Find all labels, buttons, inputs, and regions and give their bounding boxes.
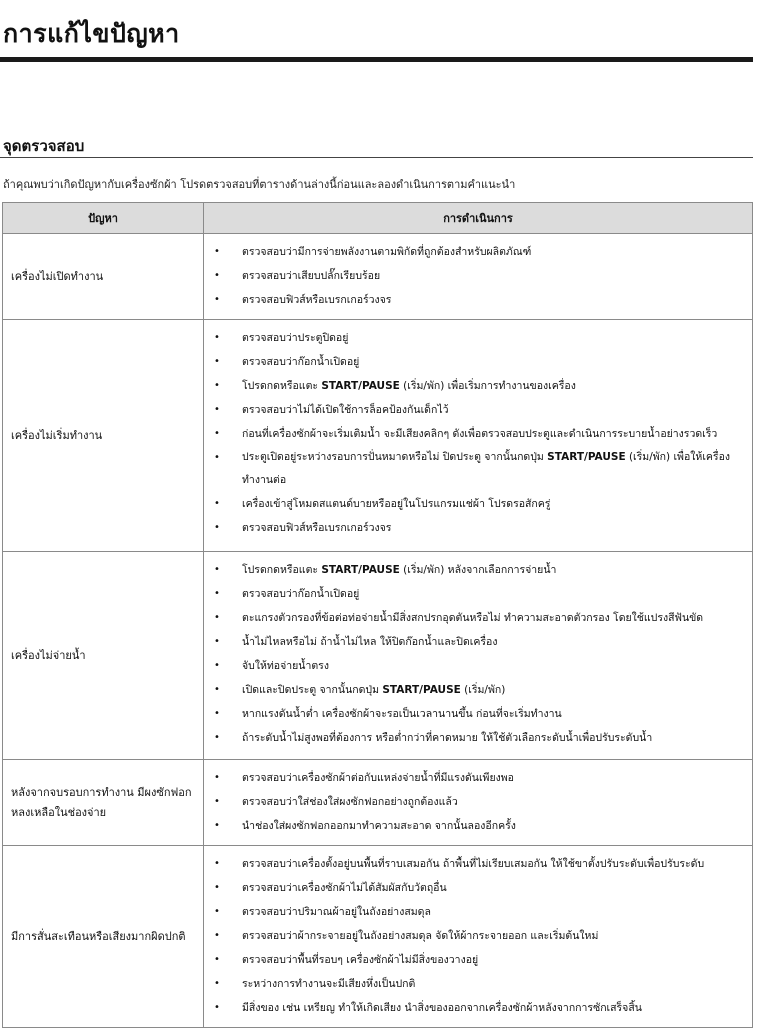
action-item	[204, 558, 744, 582]
action-text: ตรวจสอบว่าเครื่องซักผ้าต่อกับแหล่งจ่ายน้ำที่มีแรงดันเพียงพอ	[242, 772, 514, 784]
action-text: เปิดและปิดประตู จากนั้นกดปุ่ม START/PAUSE (เริ่ม/พัก)	[242, 684, 506, 696]
problem-cell: เครื่องไม่เริ่มทำงาน	[3, 320, 204, 552]
action-item	[204, 446, 744, 492]
action-item	[204, 972, 744, 996]
bullet-icon: •	[214, 498, 220, 509]
bullet-icon: •	[214, 978, 220, 989]
page-title: การแก้ไขปัญหา	[3, 19, 180, 48]
problem-cell: เครื่องไม่เปิดทำงาน	[3, 234, 204, 320]
bullet-icon: •	[214, 708, 220, 719]
action-item	[204, 264, 744, 288]
action-text: ตรวจสอบว่าพื้นที่รอบๆ เครื่องซักผ้าไม่มีสิ่งของวางอยู่	[242, 954, 479, 966]
action-item	[204, 288, 744, 312]
action-text: ถ้าระดับน้ำไม่สูงพอที่ต้องการ หรือต่ำกว่าที่คาดหมาย ให้ใช้ตัวเลือกระดับน้ำเพื่อปรับระดับน้ำ	[242, 732, 653, 744]
action-text: น้ำไม่ไหลหรือไม่ ถ้าน้ำไม่ไหล ให้ปิดก๊อกน้ำและปิดเครื่อง	[242, 636, 498, 648]
action-text: ตรวจสอบว่าใส่ช่องใส่ผงซักฟอกอย่างถูกต้องแล้ว	[242, 796, 458, 808]
action-item	[204, 726, 744, 750]
action-item	[204, 398, 744, 422]
problem-cell: เครื่องไม่จ่ายน้ำ	[3, 552, 204, 760]
action-cell	[204, 552, 753, 760]
action-list	[204, 852, 744, 1020]
problem-cell: มีการสั่นสะเทือนหรือเสียงมากผิดปกติ	[3, 846, 204, 1028]
action-text: จับให้ท่อจ่ายน้ำตรง	[242, 660, 329, 672]
action-item	[204, 876, 744, 900]
bullet-icon: •	[214, 588, 220, 599]
bullet-icon: •	[214, 954, 220, 965]
action-item	[204, 374, 744, 398]
bullet-icon: •	[214, 636, 220, 647]
action-text: ตรวจสอบฟิวส์หรือเบรกเกอร์วงจร	[242, 294, 392, 306]
action-text: ตรวจสอบว่าประตูปิดอยู่	[242, 332, 349, 344]
action-text: มีสิ่งของ เช่น เหรียญ ทำให้เกิดเสียง นำสิ่งของออกจากเครื่องซักผ้าหลังจากการซักเสร็จสิ้น	[242, 1002, 642, 1014]
bullet-icon: •	[214, 660, 220, 671]
action-cell	[204, 234, 753, 320]
action-text: ตรวจสอบว่ามีการจ่ายพลังงานตามพิกัดที่ถูกต้องสำหรับผลิตภัณฑ์	[242, 246, 532, 258]
action-item	[204, 702, 744, 726]
action-list	[204, 558, 744, 750]
action-item	[204, 996, 744, 1020]
action-list	[204, 326, 744, 540]
action-item	[204, 326, 744, 350]
title-divider	[0, 57, 753, 62]
bullet-icon: •	[214, 246, 220, 257]
header-action: การดำเนินการ	[204, 203, 753, 234]
action-item	[204, 900, 744, 924]
action-item	[204, 654, 744, 678]
action-item	[204, 766, 744, 790]
table-row	[3, 234, 753, 320]
action-list	[204, 766, 744, 838]
bullet-icon: •	[214, 452, 220, 463]
bullet-icon: •	[214, 428, 220, 439]
action-list	[204, 240, 744, 312]
action-cell	[204, 320, 753, 552]
action-text: ตะแกรงตัวกรองที่ข้อต่อท่อจ่ายน้ำมีสิ่งสกปรกอุดตันหรือไม่ ทำความสะอาดตัวกรอง โดยใช้แปรงสีฟันขัด	[242, 612, 704, 624]
table-header-row	[3, 203, 753, 234]
section-divider	[0, 157, 753, 158]
action-cell	[204, 760, 753, 846]
bullet-icon: •	[214, 404, 220, 415]
action-text: เครื่องเข้าสู่โหมดสแตนด์บายหรืออยู่ในโปรแกรมแช่ผ้า โปรดรอสักครู่	[242, 498, 551, 510]
table-row	[3, 760, 753, 846]
action-text: ตรวจสอบว่าก๊อกน้ำเปิดอยู่	[242, 356, 360, 368]
action-text: ตรวจสอบว่าเสียบปลั๊กเรียบร้อย	[242, 270, 381, 282]
action-text: ตรวจสอบว่าก๊อกน้ำเปิดอยู่	[242, 588, 360, 600]
section-title: จุดตรวจสอบ	[3, 137, 85, 155]
action-item	[204, 240, 744, 264]
action-item	[204, 852, 744, 876]
action-item	[204, 606, 744, 630]
bullet-icon: •	[214, 380, 220, 391]
action-item	[204, 492, 744, 516]
action-item	[204, 516, 744, 540]
header-problem: ปัญหา	[3, 203, 204, 234]
action-item	[204, 678, 744, 702]
bullet-icon: •	[214, 858, 220, 869]
action-item	[204, 582, 744, 606]
bullet-icon: •	[214, 356, 220, 367]
action-cell	[204, 846, 753, 1028]
bullet-icon: •	[214, 522, 220, 533]
action-text: ตรวจสอบว่าเครื่องซักผ้าไม่ได้สัมผัสกับวัตถุอื่น	[242, 882, 447, 894]
bullet-icon: •	[214, 270, 220, 281]
bullet-icon: •	[214, 1002, 220, 1013]
action-text: ก่อนที่เครื่องซักผ้าจะเริ่มเติมน้ำ จะมีเสียงคลิกๆ ดังเพื่อตรวจสอบประตูและดำเนินการระบายน้ำอย่างรวดเร็ว	[242, 428, 718, 440]
bullet-icon: •	[214, 564, 220, 575]
action-item	[204, 630, 744, 654]
action-text: ตรวจสอบว่าเครื่องตั้งอยู่บนพื้นที่ราบเสมอกัน ถ้าพื้นที่ไม่เรียบเสมอกัน ให้ใช้ขาตั้งปรับระดับเพื่อปรับระดับ	[242, 858, 705, 870]
problem-cell: หลังจากจบรอบการทำงาน มีผงซักฟอกหลงเหลือในช่องจ่าย	[3, 760, 204, 846]
bullet-icon: •	[214, 820, 220, 831]
bullet-icon: •	[214, 294, 220, 305]
action-text: ตรวจสอบว่าผ้ากระจายอยู่ในถังอย่างสมดุล จัดให้ผ้ากระจายออก และเริ่มต้นใหม่	[242, 930, 599, 942]
action-text: หากแรงดันน้ำต่ำ เครื่องซักผ้าจะรอเป็นเวลานานขึ้น ก่อนที่จะเริ่มทำงาน	[242, 708, 562, 720]
action-text: นำช่องใส่ผงซักฟอกออกมาทำความสะอาด จากนั้นลองอีกครั้ง	[242, 820, 516, 832]
action-text: ประตูเปิดอยู่ระหว่างรอบการปั่นหมาดหรือไม่ ปิดประตู จากนั้นกดปุ่ม START/PAUSE (เริ่ม/พัก) เพื่อให้เครื่องทำงานต่อ	[242, 451, 731, 486]
table-row	[3, 320, 753, 552]
action-text: ตรวจสอบว่าไม่ได้เปิดใช้การล็อคป้องกันเด็กไว้	[242, 404, 449, 416]
table-row	[3, 846, 753, 1028]
bullet-icon: •	[214, 796, 220, 807]
action-item	[204, 924, 744, 948]
action-item	[204, 790, 744, 814]
action-item	[204, 948, 744, 972]
action-text: โปรดกดหรือแตะ START/PAUSE (เริ่ม/พัก) หลังจากเลือกการจ่ายน้ำ	[242, 564, 557, 576]
intro-text: ถ้าคุณพบว่าเกิดปัญหากับเครื่องซักผ้า โปรดตรวจสอบที่ตารางด้านล่างนี้ก่อนและลองดำเนินการตามคำแนะนำ	[3, 178, 516, 191]
bullet-icon: •	[214, 684, 220, 695]
action-text: ตรวจสอบว่าปริมาณผ้าอยู่ในถังอย่างสมดุล	[242, 906, 431, 918]
bullet-icon: •	[214, 906, 220, 917]
action-text: โปรดกดหรือแตะ START/PAUSE (เริ่ม/พัก) เพื่อเริ่มการทำงานของเครื่อง	[242, 380, 576, 392]
bullet-icon: •	[214, 930, 220, 941]
action-item	[204, 814, 744, 838]
bullet-icon: •	[214, 612, 220, 623]
bullet-icon: •	[214, 882, 220, 893]
action-text: ระหว่างการทำงานจะมีเสียงหึ่งเป็นปกติ	[242, 978, 416, 990]
troubleshooting-table	[2, 202, 753, 1028]
action-item	[204, 350, 744, 374]
bullet-icon: •	[214, 732, 220, 743]
table-row	[3, 552, 753, 760]
bullet-icon: •	[214, 772, 220, 783]
action-text: ตรวจสอบฟิวส์หรือเบรกเกอร์วงจร	[242, 522, 392, 534]
bullet-icon: •	[214, 332, 220, 343]
action-item	[204, 422, 744, 446]
